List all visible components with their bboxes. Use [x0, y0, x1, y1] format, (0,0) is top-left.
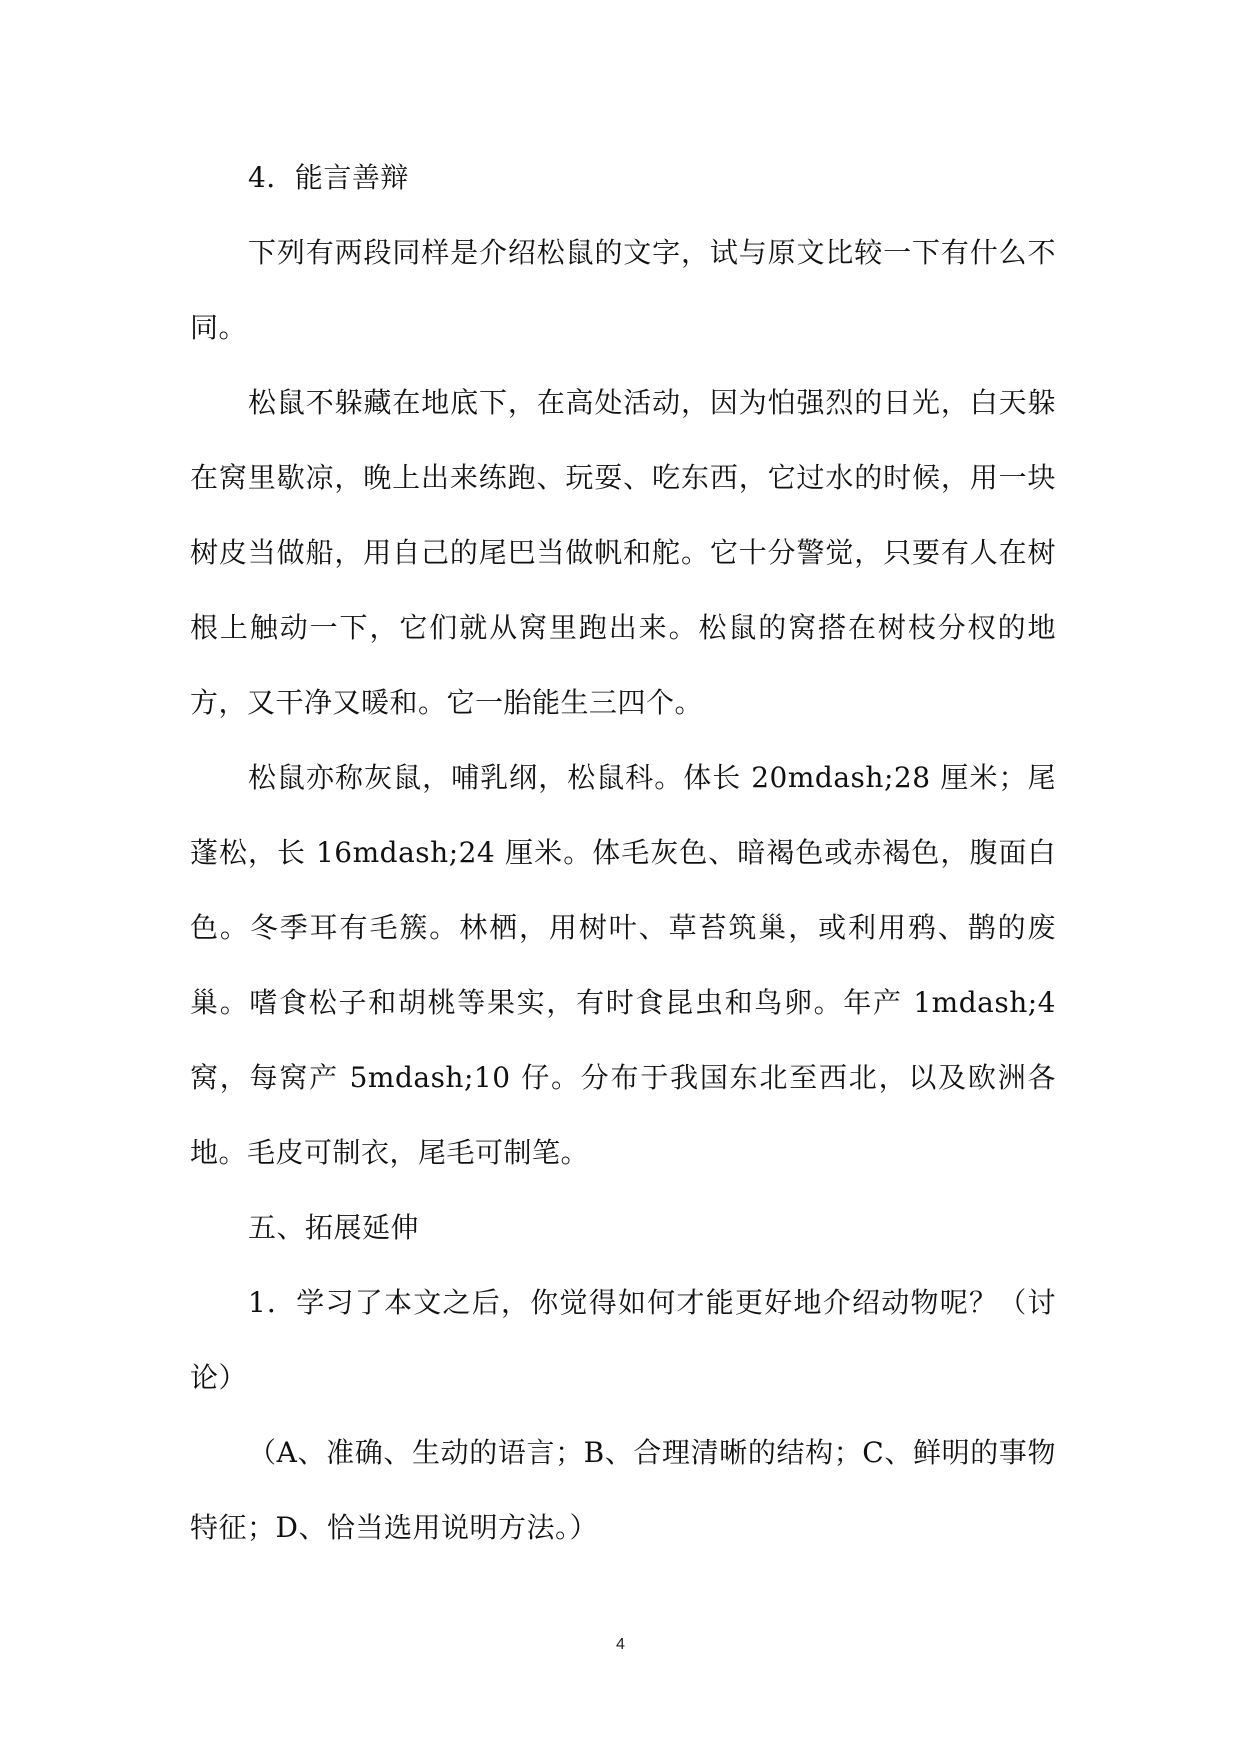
- page-number: 4: [616, 1636, 625, 1653]
- document-body: [190, 140, 1056, 1565]
- discussion-question: 1．学习了本文之后，你觉得如何才能更好地介绍动物呢？（讨论）: [190, 1286, 1056, 1394]
- discussion-answer: （A、准确、生动的语言；B、合理清晰的结构；C、鲜明的事物特征；D、恰当选用说明方法。）: [190, 1436, 1056, 1544]
- section-heading-extension: 五、拓展延伸: [248, 1211, 420, 1244]
- section-heading-eloquence: 4．能言善辩: [248, 161, 409, 194]
- squirrel-text-one: 松鼠不躲藏在地底下，在高处活动，因为怕强烈的日光，白天躲在窝里歇凉，晚上出来练跑、玩耍、吃东西，它过水的时候，用一块树皮当做船，用自己的尾巴当做帆和舵。它十分警觉，只要有人在树根上触动一下，它们就从窝里跑出来。松鼠的窝搭在树枝分杈的地方，又干净又暖和。它一胎能生三四个。: [190, 386, 1056, 719]
- instruction-paragraph: 下列有两段同样是介绍松鼠的文字，试与原文比较一下有什么不同。: [190, 236, 1056, 344]
- squirrel-text-two: 松鼠亦称灰鼠，哺乳纲，松鼠科。体长 20mdash;28 厘米；尾蓬松，长 16mdash;24 厘米。体毛灰色、暗褐色或赤褐色，腹面白色。冬季耳有毛簇。林栖，用树叶、草苔筑巢，或利用鸦、鹊的废巢。嗜食松子和胡桃等果实，有时食昆虫和鸟卵。年产 1mdash;4 窝，每窝产 5mdash;10 仔。分布于我国东北至西北，以及欧洲各地。毛皮可制衣，尾毛可制笔。: [190, 761, 1056, 1169]
